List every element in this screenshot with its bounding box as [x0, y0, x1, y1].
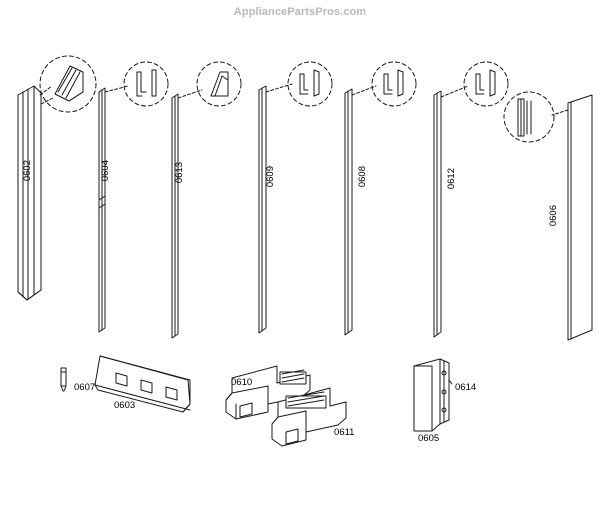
part-label-0603[interactable]: 0603 [114, 400, 136, 411]
part-0612-graphic [434, 91, 441, 337]
part-0613-graphic [172, 94, 178, 338]
part-0609-graphic [259, 86, 266, 333]
detail-bubble-0602 [40, 56, 96, 112]
detail-bubble-0609 [288, 62, 332, 106]
part-0603-graphic [95, 356, 190, 412]
part-label-0609[interactable]: 0609 [265, 166, 276, 188]
part-label-0614[interactable]: 0614 [455, 382, 477, 393]
detail-bubble-0613 [197, 62, 241, 106]
part-label-0602[interactable]: 0602 [22, 160, 33, 182]
part-label-0612[interactable]: 0612 [446, 168, 457, 190]
watermark-text: AppliancePartsPros.com [233, 6, 367, 18]
part-0607-graphic [61, 368, 66, 391]
part-label-0613[interactable]: 0613 [174, 162, 185, 184]
part-label-0605[interactable]: 0605 [418, 433, 440, 444]
detail-bubble-0612 [464, 62, 508, 106]
part-0604-graphic [99, 88, 105, 332]
detail-bubble-0606 [504, 92, 554, 142]
part-label-0608[interactable]: 0608 [357, 166, 368, 188]
part-label-0606[interactable]: 0606 [548, 205, 559, 227]
part-label-0610[interactable]: 0610 [231, 377, 253, 388]
part-0606-graphic [568, 95, 592, 340]
part-label-0604[interactable]: 0604 [100, 160, 111, 182]
part-label-0607[interactable]: 0607 [74, 382, 96, 393]
part-0608-graphic [345, 89, 352, 335]
detail-bubble-0608 [372, 62, 416, 106]
detail-bubble-0604 [124, 62, 168, 106]
part-0605-graphic [414, 359, 449, 431]
part-label-0611[interactable]: 0611 [334, 427, 355, 438]
part-0602-graphic [18, 86, 41, 300]
